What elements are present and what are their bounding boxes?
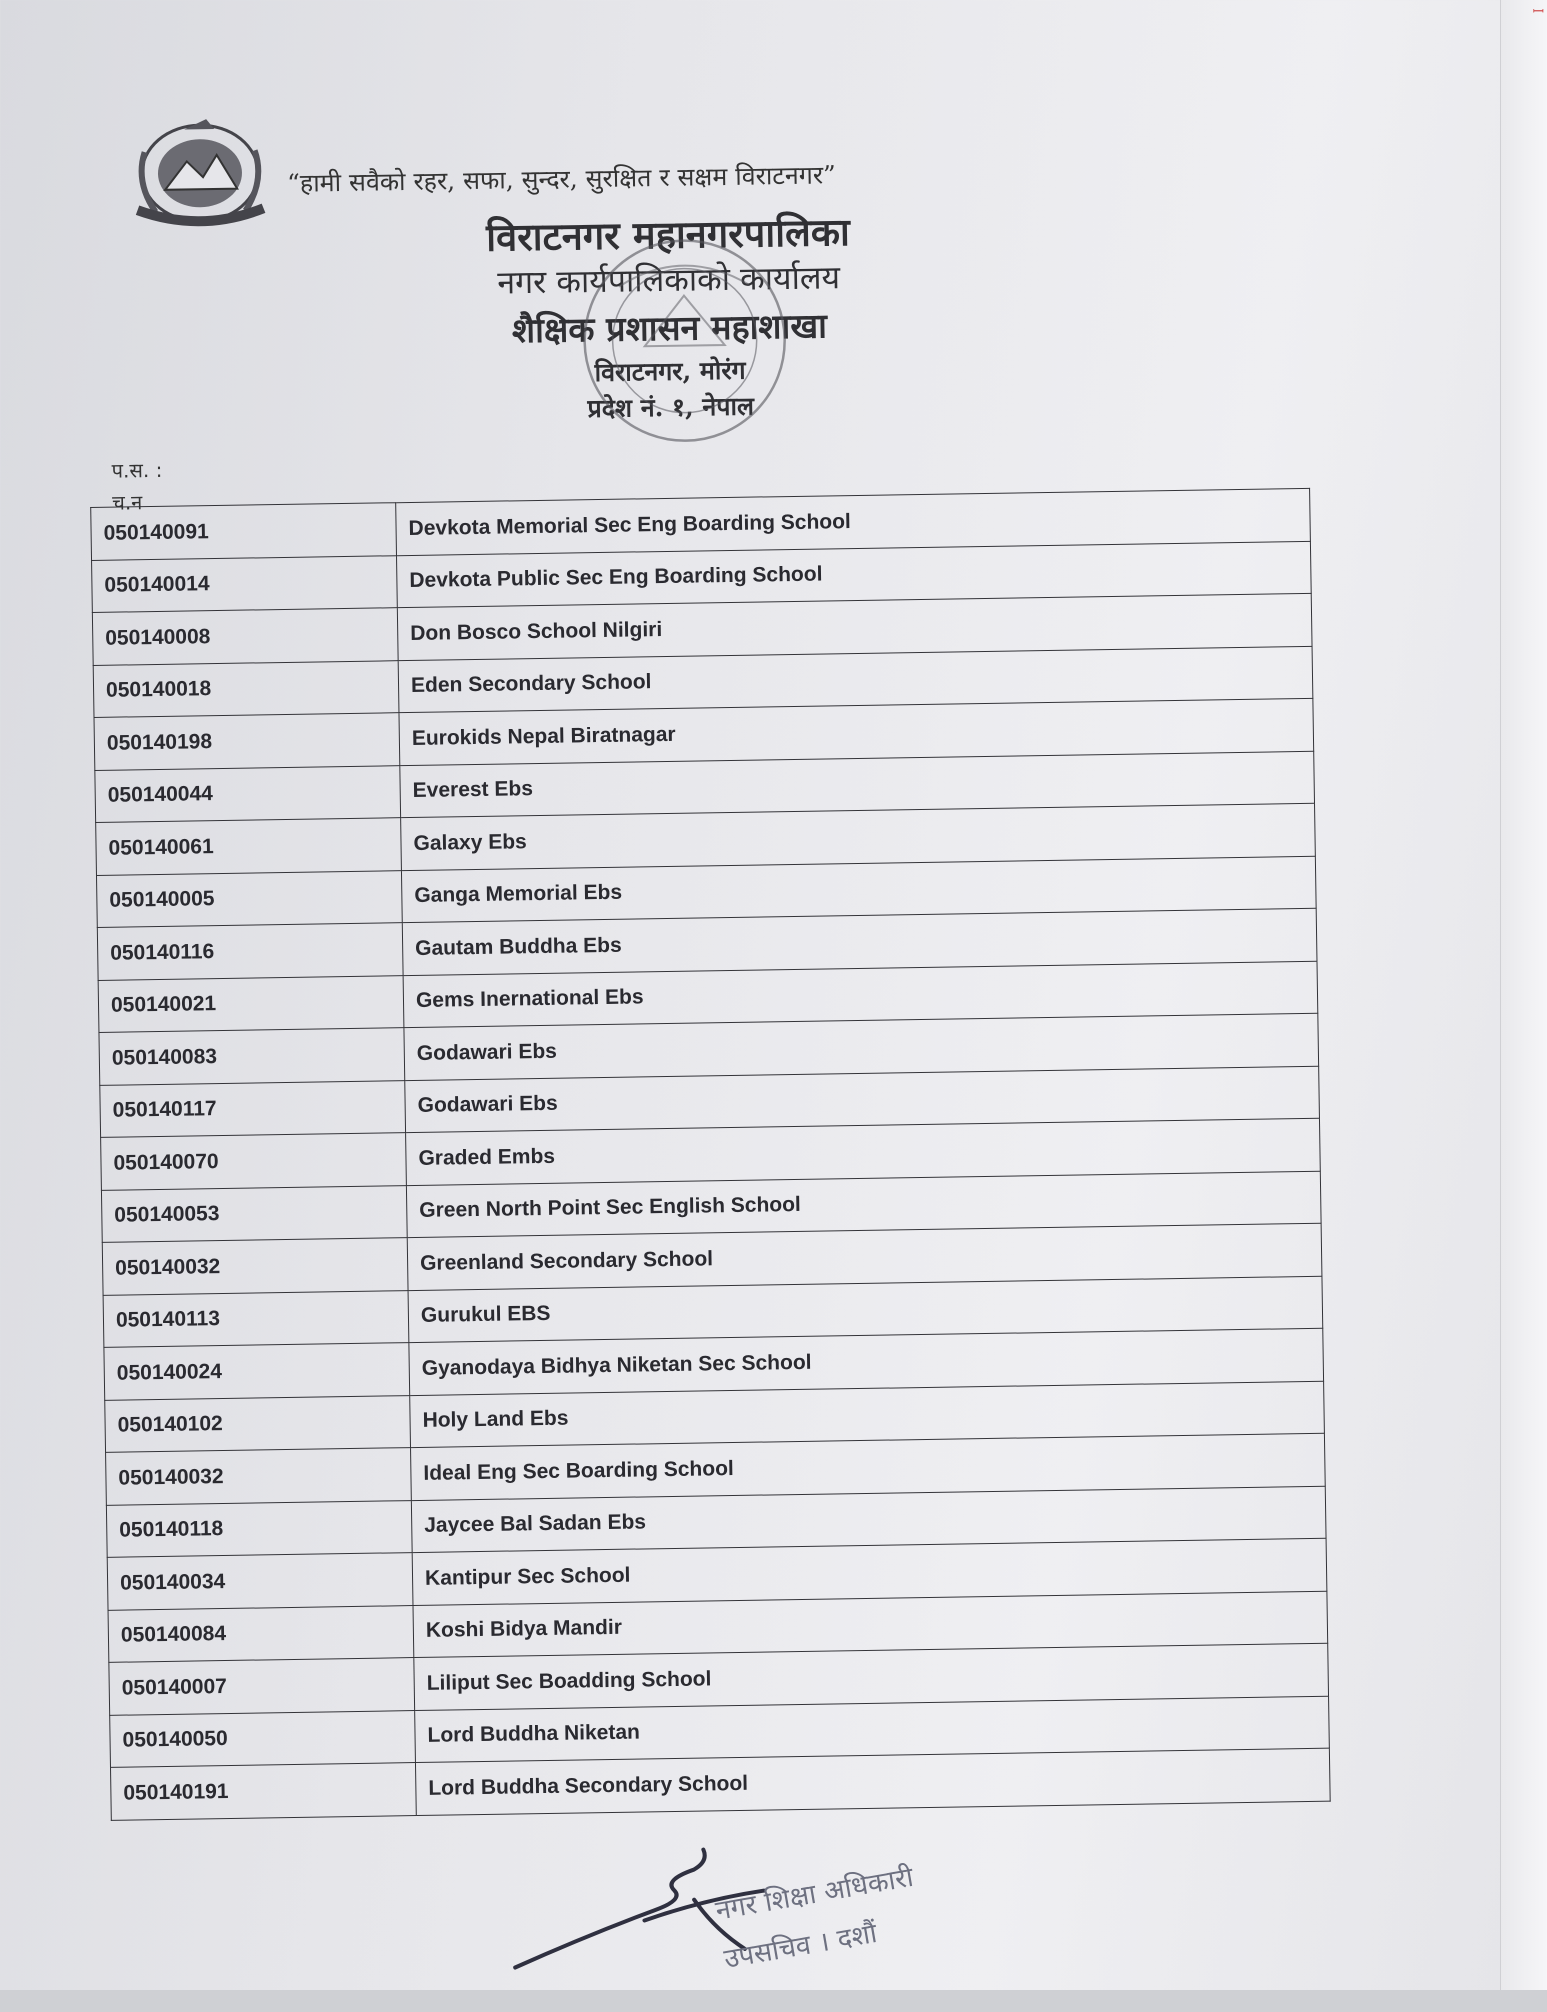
office-stamp-icon (548, 224, 822, 458)
school-name: Ideal Eng Sec Boarding School (411, 1433, 1326, 1500)
school-code: 050140050 (110, 1710, 416, 1767)
school-name: Gyanodaya Bidhya Niketan Sec School (409, 1328, 1324, 1395)
province-name: प्रदेश नं. १, नेपाल (587, 391, 755, 424)
school-name: Liliput Sec Boadding School (414, 1643, 1329, 1710)
school-code: 050140084 (108, 1605, 414, 1662)
school-name: Gems Inernational Ebs (403, 961, 1318, 1028)
signature-rank: उपसचिव । दशौं (721, 1917, 880, 1976)
school-code: 050140113 (103, 1290, 409, 1347)
school-code: 050140024 (104, 1343, 410, 1400)
letter-number-label: प.स. : (111, 457, 163, 483)
school-name: Greenland Secondary School (407, 1223, 1322, 1290)
school-code: 050140034 (107, 1553, 413, 1610)
school-code: 050140083 (99, 1028, 405, 1085)
school-code: 050140116 (97, 923, 403, 980)
school-code: 050140198 (94, 713, 400, 770)
school-code: 050140061 (96, 818, 402, 875)
school-name: Lord Buddha Niketan (415, 1696, 1330, 1763)
school-code: 050140117 (100, 1080, 406, 1137)
school-name: Graded Embs (406, 1118, 1321, 1185)
school-name: Koshi Bidya Mandir (413, 1591, 1328, 1658)
school-code: 050140053 (101, 1185, 407, 1242)
school-name: Green North Point Sec English School (406, 1171, 1321, 1238)
school-name: Godawari Ebs (404, 1013, 1319, 1080)
school-code: 050140102 (105, 1395, 411, 1452)
school-code: 050140032 (106, 1448, 412, 1505)
school-name: Eurokids Nepal Biratnagar (399, 698, 1314, 765)
school-table (90, 488, 1330, 1821)
school-name: Ganga Memorial Ebs (401, 856, 1316, 923)
school-name: Gurukul EBS (408, 1276, 1323, 1343)
school-name: Devkota Public Sec Eng Boarding School (396, 541, 1311, 608)
signature-designation: नगर शिक्षा अधिकारी (713, 1861, 916, 1927)
office-name: नगर कार्यपालिकाको कार्यालय (497, 258, 841, 302)
school-code: 050140014 (92, 555, 398, 612)
school-code: 050140007 (109, 1658, 415, 1715)
government-emblem-icon (114, 110, 286, 243)
school-name: Eden Secondary School (398, 646, 1313, 713)
school-name: Don Bosco School Nilgiri (397, 593, 1312, 660)
school-code: 050140008 (92, 608, 398, 665)
school-code: 050140018 (93, 660, 399, 717)
school-name: Lord Buddha Secondary School (415, 1748, 1330, 1815)
school-code: 050140021 (98, 975, 404, 1032)
school-name: Everest Ebs (400, 751, 1315, 818)
school-name: Jaycee Bal Sadan Ebs (411, 1486, 1326, 1553)
school-code: 050140191 (110, 1763, 416, 1820)
division-name: शैक्षिक प्रशासन महाशाखा (511, 306, 828, 352)
school-name: Godawari Ebs (405, 1066, 1320, 1133)
school-name: Gautam Buddha Ebs (402, 908, 1317, 975)
dispatch-number-label: च.न (111, 490, 143, 515)
school-code: 050140044 (95, 765, 401, 822)
school-code: 050140070 (101, 1133, 407, 1190)
school-code: 050140032 (102, 1238, 408, 1295)
municipality-name: विराटनगर महानगरपालिका (485, 209, 851, 260)
motto: “हामी सवैको रहर, सफा, सुन्दर, सुरक्षित र सक्षम विराटनगर” (286, 160, 837, 198)
school-code: 050140005 (96, 870, 402, 927)
school-name: Kantipur Sec School (412, 1538, 1327, 1605)
school-code: 050140091 (91, 503, 397, 560)
office-location: विराटनगर, मोरंग (594, 355, 746, 388)
school-name: Holy Land Ebs (410, 1381, 1325, 1448)
school-name: Galaxy Ebs (401, 803, 1316, 870)
school-code: 050140118 (106, 1500, 412, 1557)
corner-mark: ꟷ (1532, 4, 1544, 20)
school-name: Devkota Memorial Sec Eng Boarding School (396, 488, 1311, 555)
